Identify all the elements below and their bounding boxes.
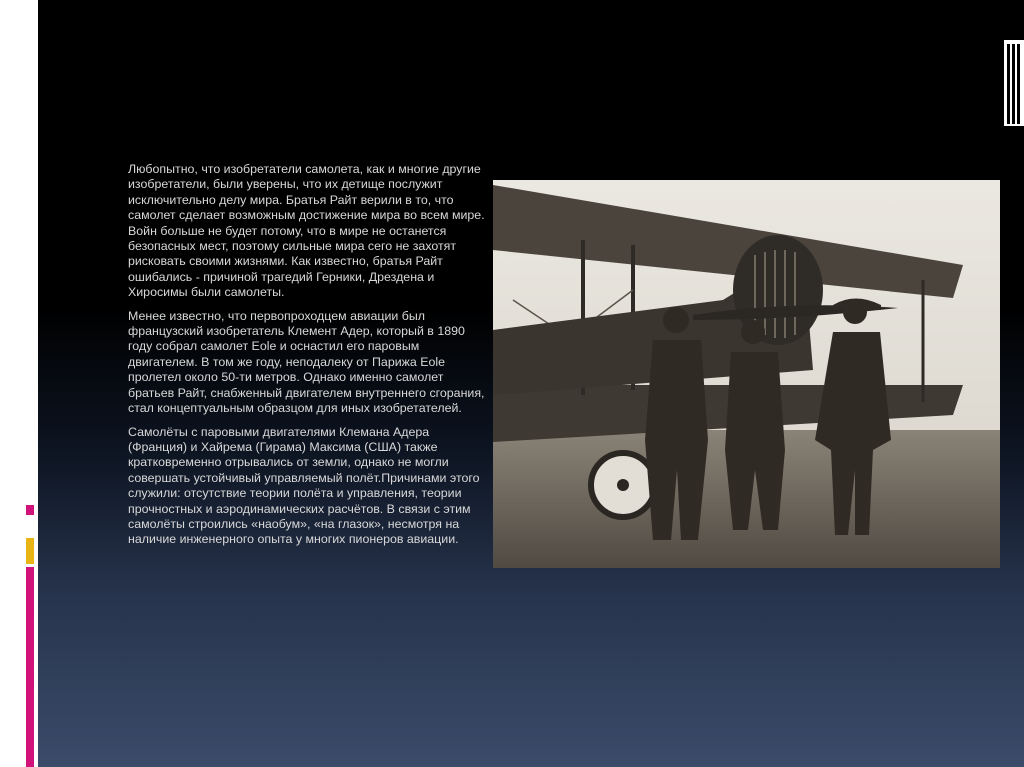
biplane-photo [493,180,1000,568]
paragraph-clement-ader: Менее известно, что первопроходцем авиации был французский изобретатель Клемент Адер, который в 1890 году собрал самолет Eole и оснастил его паровым двигателем. В том же году, неподалеку от Парижа Eole пролетел около 50-ти метров. Однако именно самолет братьев Райт, снабженный двигателем внутреннего сгорания, стал концептуальным образцом для иных изобретателей. [128,308,485,416]
left-accent-stripe [26,505,34,767]
paragraph-wright-brothers: Любопытно, что изобретатели самолета, как и многие другие изобретатели, были уверены, что их детище послужит исключительно делу мира. Братья Райт верили в то, что самолет сделает возможным достижение мира во всем мире. Войн больше не будет потому, что в мире не останется безопасных мест, поэтому сильные мира сего не захотят рисковать своими жизнями. Как известно, братья Райт ошибались - причиной трагедий Герники, Дрездена и Хиросимы были самолеты. [128,162,485,300]
decorative-bars [1004,40,1024,126]
slide-text [128,162,488,556]
slide [38,0,1024,767]
paragraph-steam-engines: Самолёты с паровыми двигателями Клемана Адера (Франция) и Хайрема (Гирама) Максима (США) также кратковременно отрывались от земли, однако не могли совершать устойчивый управляемый полёт.Причинами этого служили: отсутствие теории полёта и управления, теории прочностных и аэродинамических расчётов. В связи с этим самолёты строились «наобум», «на глазок», несмотря на наличие инженерного опыта у многих пионеров авиации. [128,424,480,547]
